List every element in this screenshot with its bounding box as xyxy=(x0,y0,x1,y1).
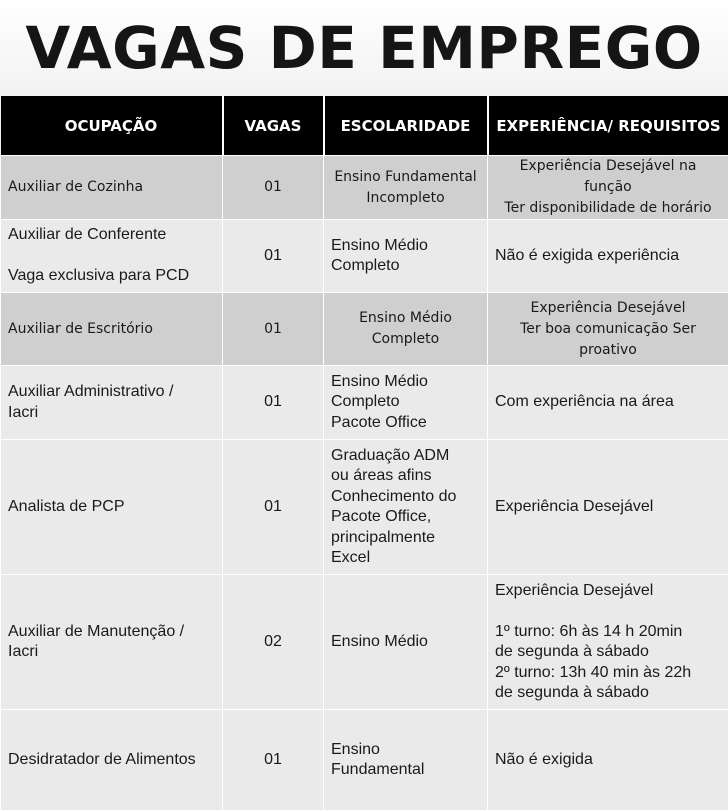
header-ocupacao: OCUPAÇÃO xyxy=(1,96,223,156)
cell-vagas: 01 xyxy=(223,440,324,575)
job-openings-table xyxy=(0,96,728,811)
header-vagas: VAGAS xyxy=(223,96,324,156)
cell-experiencia: Não é exigida xyxy=(488,710,728,811)
cell-ocupacao: Auxiliar de Cozinha xyxy=(1,156,223,220)
header-experiencia: EXPERIÊNCIA/ REQUISITOS xyxy=(488,96,728,156)
cell-escolaridade: Ensino Fundamental Incompleto xyxy=(324,156,488,220)
cell-ocupacao: Desidratador de Alimentos xyxy=(1,710,223,811)
table-row xyxy=(1,575,728,710)
cell-ocupacao: Auxiliar de Escritório xyxy=(1,293,223,366)
cell-vagas: 02 xyxy=(223,575,324,710)
table-row xyxy=(1,293,728,366)
cell-ocupacao: Analista de PCP xyxy=(1,440,223,575)
page-title: VAGAS DE EMPREGO xyxy=(0,0,728,96)
cell-vagas: 01 xyxy=(223,220,324,293)
cell-experiencia: Experiência Desejável Ter boa comunicação Ser proativo xyxy=(488,293,728,366)
cell-vagas: 01 xyxy=(223,710,324,811)
table-row xyxy=(1,440,728,575)
cell-ocupacao: Auxiliar de Conferente Vaga exclusiva para PCD xyxy=(1,220,223,293)
table-row xyxy=(1,220,728,293)
cell-ocupacao: Auxiliar de Manutenção / Iacri xyxy=(1,575,223,710)
table-header-row xyxy=(1,96,728,156)
table-row xyxy=(1,710,728,811)
table-row xyxy=(1,366,728,440)
cell-vagas: 01 xyxy=(223,156,324,220)
cell-experiencia: Experiência Desejável 1º turno: 6h às 14 h 20min de segunda à sábado 2º turno: 13h 40 min às 22h de segunda à sábado xyxy=(488,575,728,710)
cell-experiencia: Com experiência na área xyxy=(488,366,728,440)
cell-escolaridade: Ensino Médio xyxy=(324,575,488,710)
cell-experiencia: Experiência Desejável na função Ter disponibilidade de horário xyxy=(488,156,728,220)
cell-escolaridade: Graduação ADM ou áreas afins Conhecimento do Pacote Office, principalmente Excel xyxy=(324,440,488,575)
cell-ocupacao: Auxiliar Administrativo / Iacri xyxy=(1,366,223,440)
table-row xyxy=(1,156,728,220)
cell-experiencia: Experiência Desejável xyxy=(488,440,728,575)
cell-escolaridade: Ensino Médio Completo Pacote Office xyxy=(324,366,488,440)
cell-vagas: 01 xyxy=(223,366,324,440)
cell-escolaridade: Ensino Médio Completo xyxy=(324,220,488,293)
cell-experiencia: Não é exigida experiência xyxy=(488,220,728,293)
cell-vagas: 01 xyxy=(223,293,324,366)
cell-escolaridade: Ensino Fundamental xyxy=(324,710,488,811)
header-escolaridade: ESCOLARIDADE xyxy=(324,96,488,156)
cell-escolaridade: Ensino Médio Completo xyxy=(324,293,488,366)
